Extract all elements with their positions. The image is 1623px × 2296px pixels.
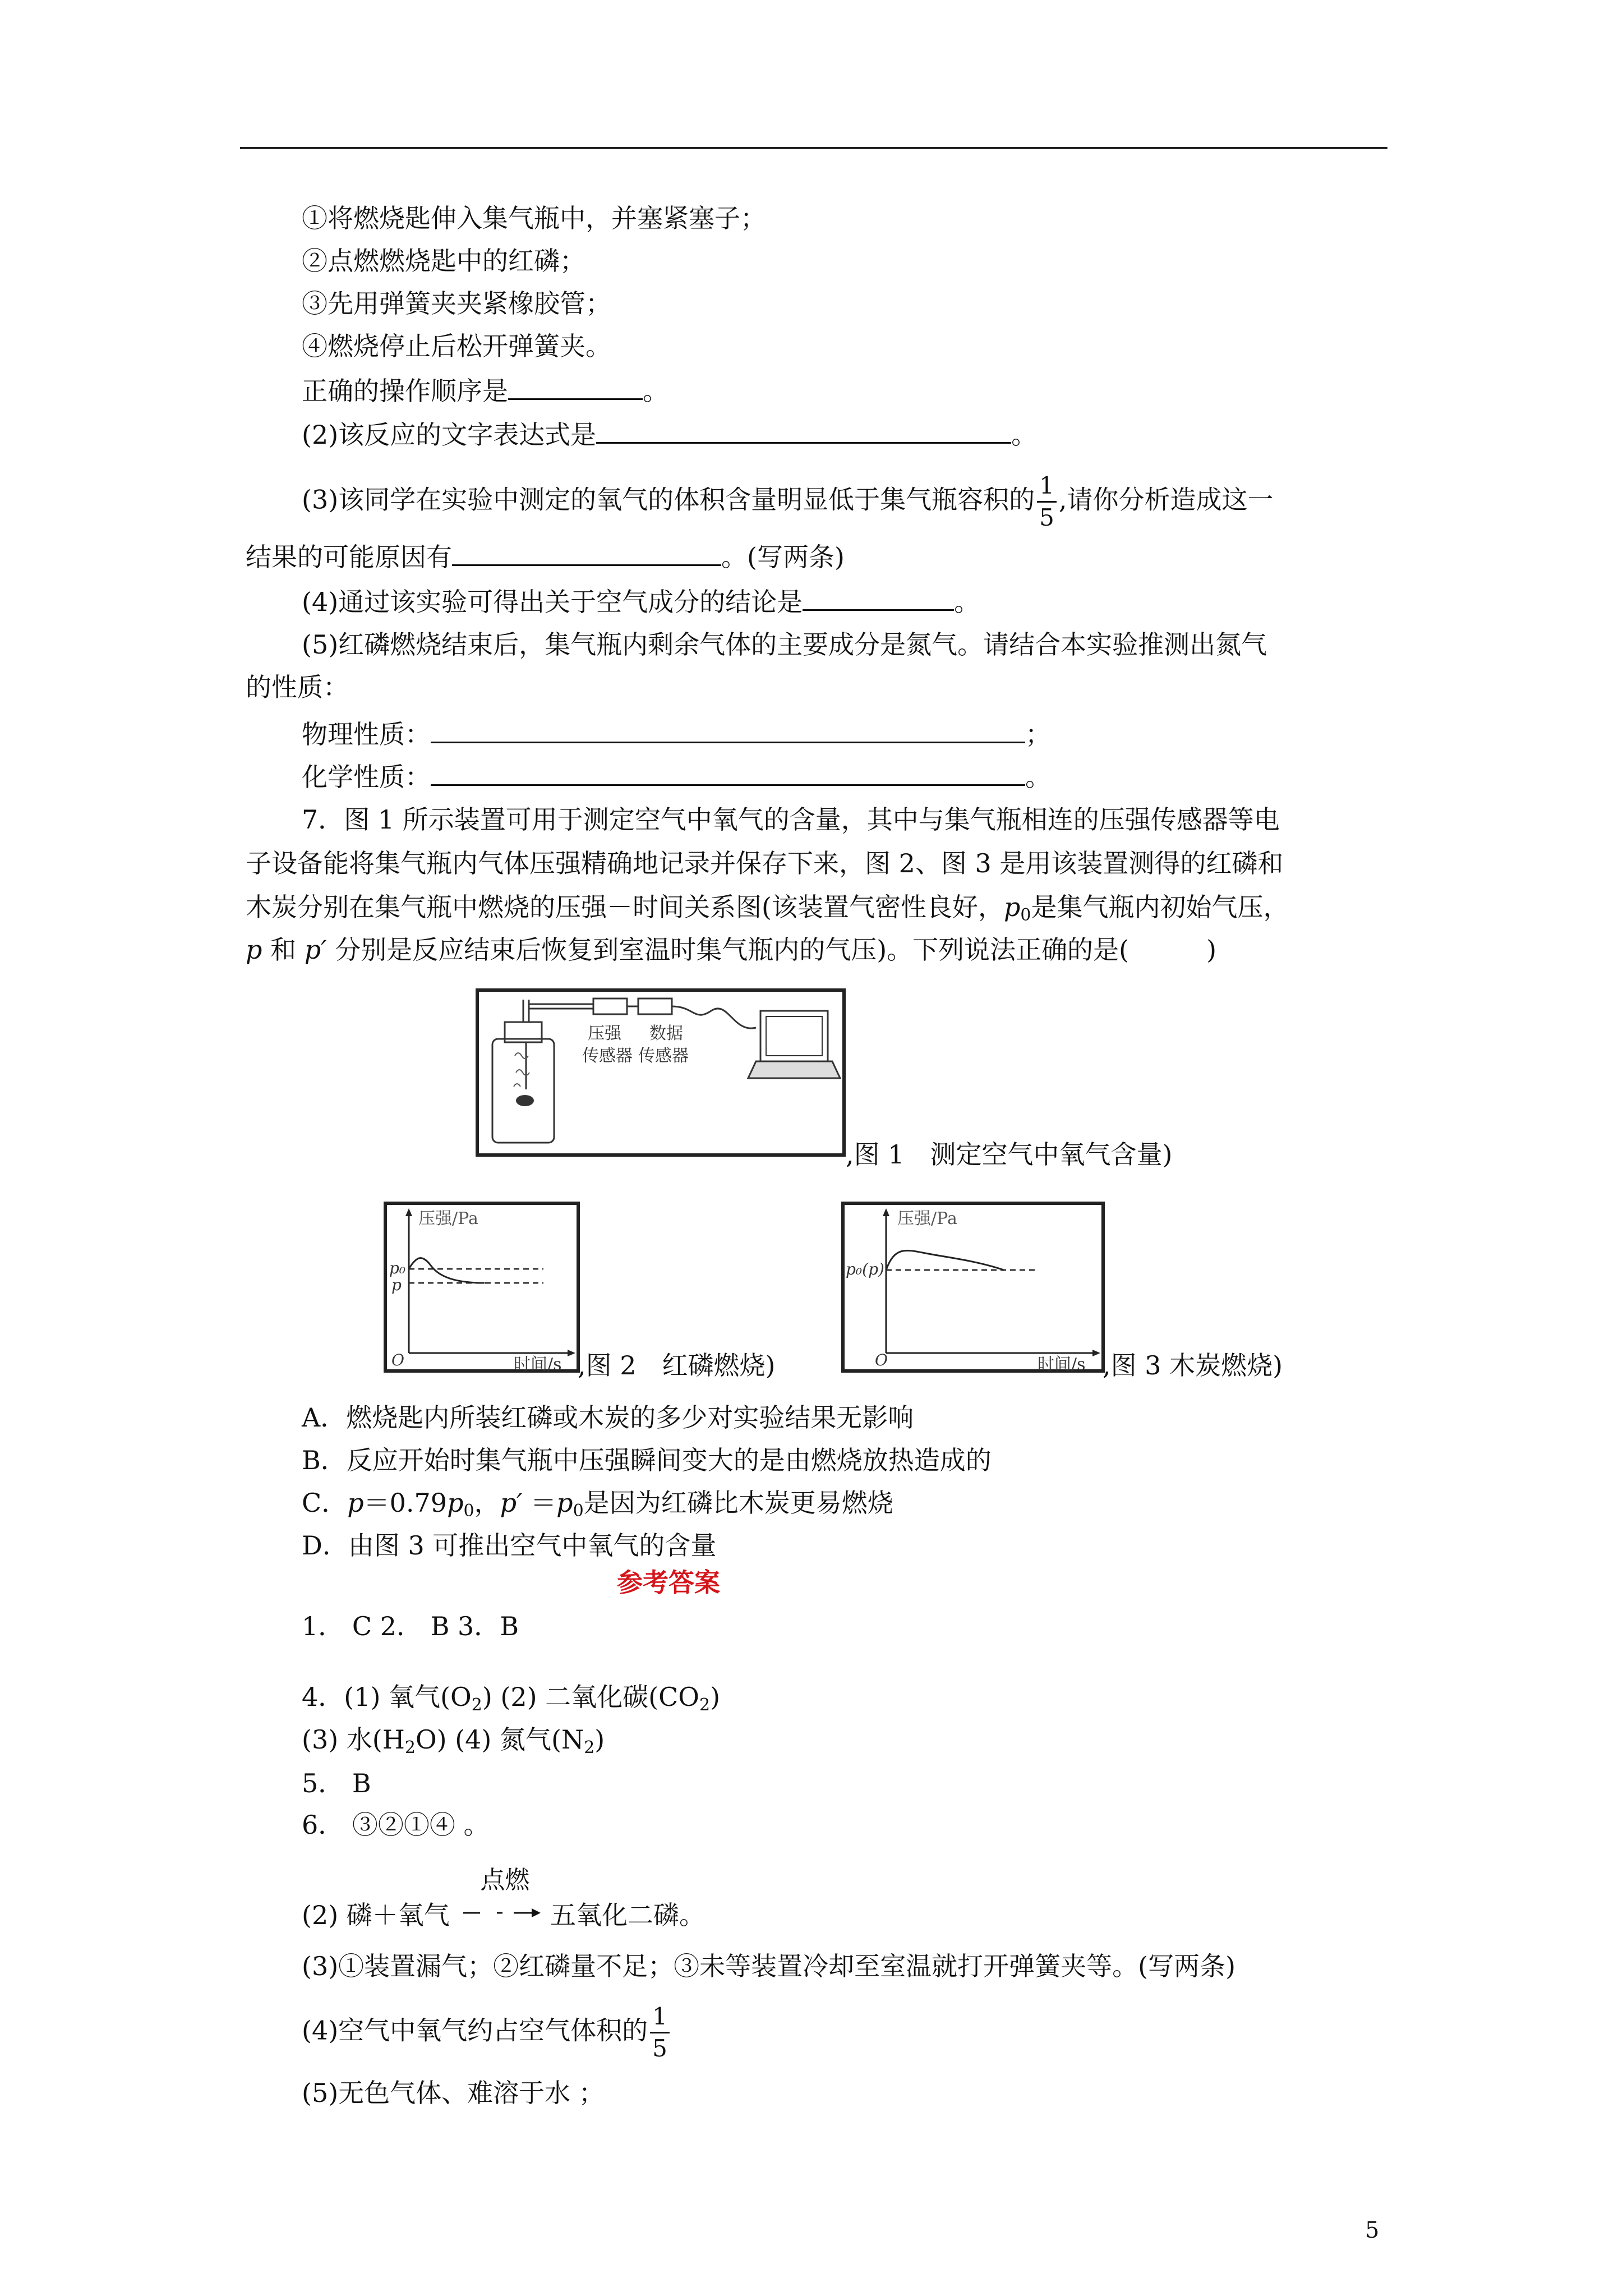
answers-6-5: (5)无色气体、难溶于水 ； <box>302 2078 605 2108</box>
fig2-p-label: p <box>391 1276 402 1294</box>
q6-step-2: ②点燃燃烧匙中的红磷； <box>302 246 585 276</box>
q7-line2: 子设备能将集气瓶内气体压强精确地记录并保存下来，图 2、图 3 是用该装置测得的红磷和 <box>246 848 1284 878</box>
q6-part4-suffix: 。 <box>954 587 980 617</box>
page-number: 5 <box>1365 2217 1380 2243</box>
q6-part3-line2-suffix: 。(写两条) <box>721 542 845 572</box>
q6-part3-blank[interactable] <box>452 542 721 566</box>
reaction-condition: 点燃 <box>480 1866 530 1894</box>
q7-p-prime: p′ <box>304 935 327 965</box>
figure-1-apparatus <box>476 988 846 1157</box>
fig3-ylabel: 压强/Pa <box>897 1209 957 1228</box>
figure-3-charcoal-chart <box>841 1202 1105 1373</box>
answer-fraction-one-fifth: $\frac{1}{5}$ <box>650 2005 670 2060</box>
fig3-origin: O <box>875 1351 888 1369</box>
answers-6: 6． ③②①④ 。 <box>302 1810 490 1840</box>
figure-3-caption: ,图 3 木炭燃烧) <box>1103 1350 1283 1381</box>
q6-part5-line2: 的性质： <box>246 672 349 702</box>
q6-step-1: ①将燃烧匙伸入集气瓶中，并塞紧塞子； <box>302 203 766 233</box>
fig1-label-pressure: 压强 <box>588 1024 621 1043</box>
fig2-ylabel: 压强/Pa <box>418 1209 478 1228</box>
answers-5: 5． B <box>302 1768 371 1798</box>
fig3-p0p-label: p₀(p) <box>846 1260 884 1278</box>
q7-line3-a: 木炭分别在集气瓶中燃烧的压强－时间关系图(该装置气密性良好， <box>246 892 1004 922</box>
physical-property-label: 物理性质： <box>302 719 431 749</box>
answers-4-line1: 4．(1) 氧气$(O_2)$ (2) 二氧化碳$(CO_2)$ <box>302 1682 721 1715</box>
q6-part2-line <box>302 420 1037 448</box>
q7-option-d: D．由图 3 可推出空气中氧气的含量 <box>302 1530 717 1561</box>
q7-option-b: B．反应开始时集气瓶中压强瞬间变大的是由燃烧放热造成的 <box>302 1445 992 1475</box>
fig3-xlabel: 时间/s <box>1038 1355 1086 1373</box>
q6-order-blank[interactable] <box>508 376 643 400</box>
q6-part4-line <box>302 587 980 615</box>
q6-physical-property-line <box>302 719 1051 747</box>
fig1-label-data: 数据 <box>649 1024 683 1043</box>
q6-order-suffix: 。 <box>643 376 668 406</box>
q6-order-line <box>302 376 668 404</box>
q6-part3-line2 <box>246 542 845 570</box>
q7-line4-rest: 分别是反应结束后恢复到室温时集气瓶内的气压)。下列说法正确的是( ) <box>326 935 1217 965</box>
fig2-origin: O <box>391 1351 404 1369</box>
q6-part2-suffix: 。 <box>1011 420 1038 450</box>
q7-line4 <box>246 937 1216 963</box>
figure-2-caption: ,图 2 红磷燃烧) <box>578 1350 776 1381</box>
physical-property-end: ； <box>1025 719 1051 749</box>
fraction-one-fifth: $\frac{1}{5}$ <box>1037 474 1057 530</box>
chemical-property-label: 化学性质： <box>302 762 431 792</box>
q6-part3-prefix: (3)该同学在实验中测定的氧气的体积含量明显低于集气瓶容积的 <box>302 484 1035 515</box>
q6-order-prefix: 正确的操作顺序是 <box>302 376 508 406</box>
q7-line1: 7．图 1 所示装置可用于测定空气中氧气的含量，其中与集气瓶相连的压强传感器等电 <box>302 804 1280 835</box>
chemical-property-end: 。 <box>1025 762 1051 792</box>
q7-p: p <box>246 935 262 965</box>
answers-6-4: (4)空气中氧气约占空气体积的 $\frac{1}{5}$ <box>302 2005 672 2060</box>
figure-1-caption: ,图 1 测定空气中氧气含量) <box>846 1139 1173 1170</box>
q7-option-a: A．燃烧匙内所装红磷或木炭的多少对实验结果无影响 <box>302 1402 914 1433</box>
q6-part3-line2-prefix: 结果的可能原因有 <box>246 542 452 572</box>
q6-step-3: ③先用弹簧夹夹紧橡胶管； <box>302 288 611 319</box>
q6-part3-suffix: ,请你分析造成这一 <box>1058 484 1274 515</box>
q6-part4-prefix: (4)通过该实验可得出关于空气成分的结论是 <box>302 587 803 617</box>
physical-property-blank[interactable] <box>431 719 1025 743</box>
fig1-label-sensor2: 传感器 <box>638 1046 689 1066</box>
q6-part3-line <box>302 474 1274 530</box>
answers-title: 参考答案 <box>617 1567 720 1598</box>
chemical-property-blank[interactable] <box>431 762 1025 786</box>
header-rule <box>240 147 1387 149</box>
q6-chemical-property-line <box>302 762 1051 790</box>
fig2-p0-label: p₀ <box>389 1259 406 1277</box>
q6-step-4: ④燃烧停止后松开弹簧夹。 <box>302 331 611 361</box>
q7-line3 <box>246 894 1289 924</box>
q7-p0: p <box>1003 892 1021 922</box>
fig1-label-sensor1: 传感器 <box>582 1046 633 1066</box>
answers-4-line2: (3) 水$(H_2O)$ (4) 氮气$(N_2)$ <box>302 1724 605 1757</box>
q7-line3-b: 是集气瓶内初始气压， <box>1031 892 1289 922</box>
q7-and: 和 <box>262 935 305 965</box>
q6-part4-blank[interactable] <box>803 587 954 611</box>
q7-p0-sub: 0 <box>1020 905 1031 925</box>
answers-6-2: (2) 磷＋氧气 点燃 五氧化二磷。 <box>302 1866 706 1930</box>
answers-6-3: (3)①装置漏气；②红磷量不足；③未等装置冷却至室温就打开弹簧夹等。(写两条) <box>302 1951 1236 1981</box>
reaction-arrow <box>458 1866 542 1930</box>
q6-part2-blank[interactable] <box>596 420 1011 444</box>
answers-1-3: 1． C 2． B 3．B <box>302 1611 519 1641</box>
fig2-xlabel: 时间/s <box>514 1355 562 1373</box>
q6-part2-prefix: (2)该反应的文字表达式是 <box>302 420 597 450</box>
q7-option-c: C．$p=0.79p_0$，$p' =p_0$是因为红磷比木炭更易燃烧 <box>302 1488 893 1521</box>
figure-2-red-phosphorus-chart <box>384 1202 580 1373</box>
q6-part5-line1: (5)红磷燃烧结束后，集气瓶内剩余气体的主要成分是氮气。请结合本实验推测出氮气 <box>302 629 1267 660</box>
